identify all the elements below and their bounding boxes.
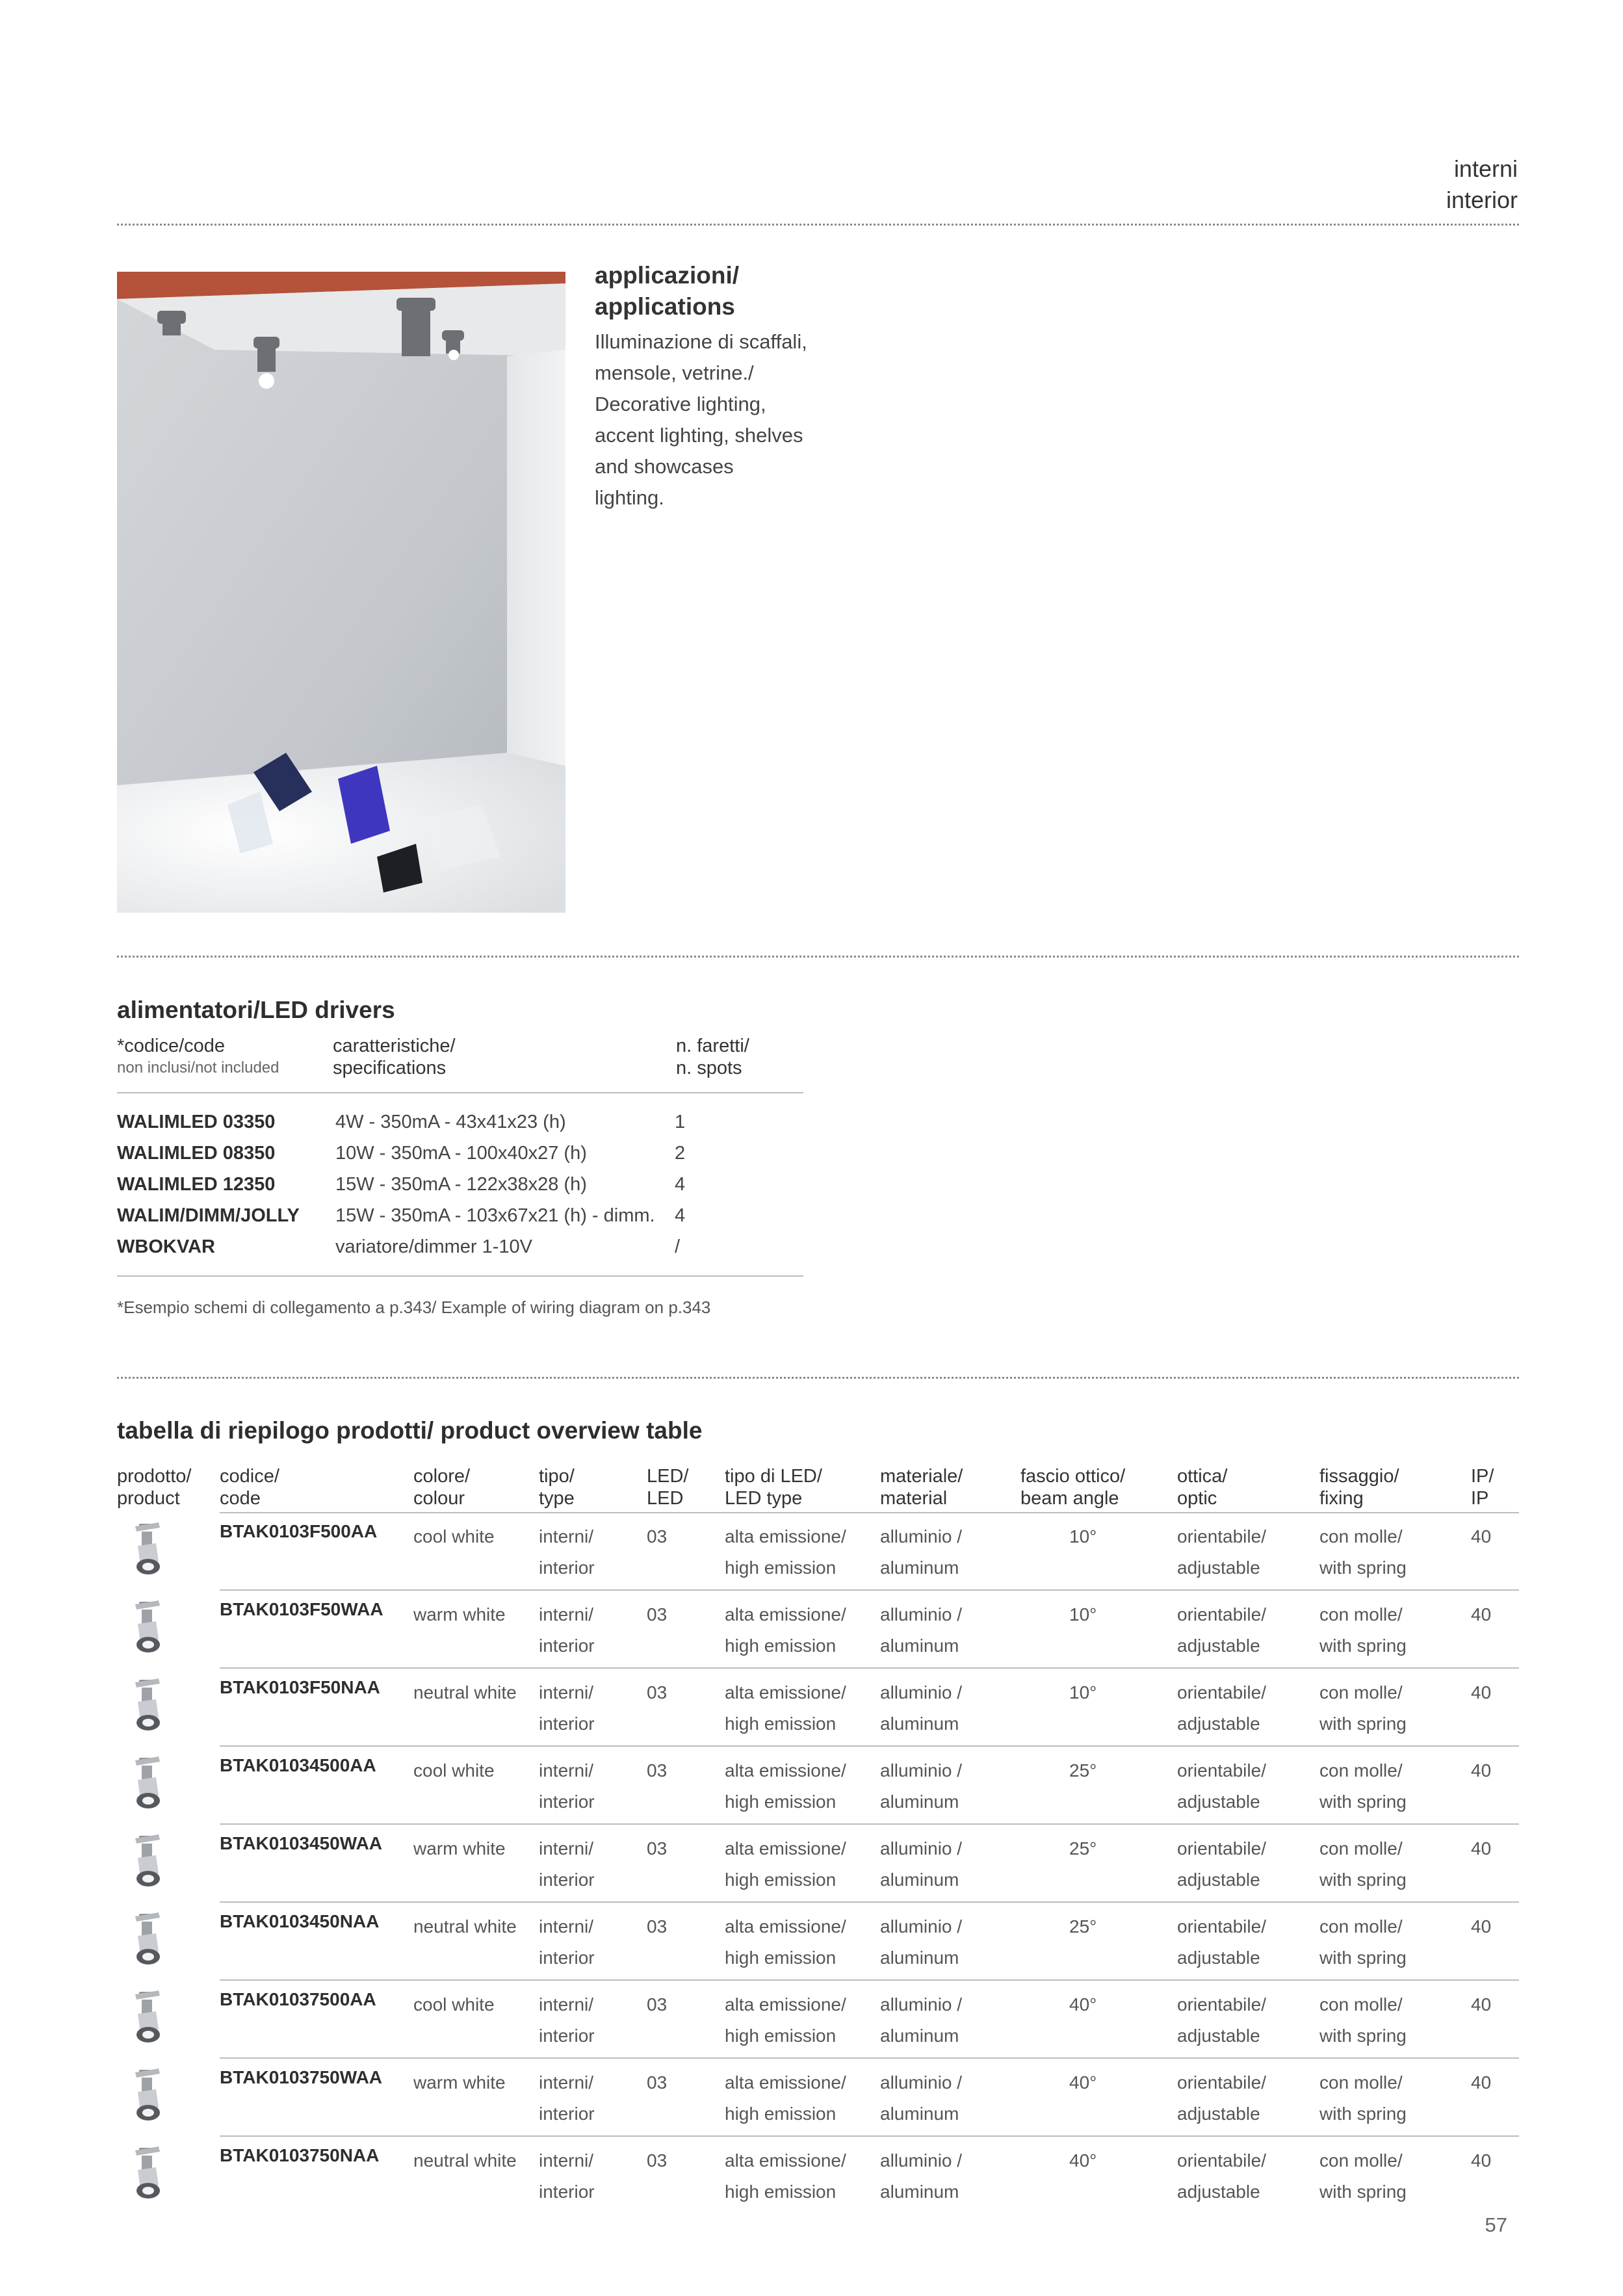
product-type: interior	[539, 1948, 595, 1968]
product-code: BTAK0103450WAA	[220, 1833, 383, 1853]
applications-title	[595, 260, 739, 322]
showcase-photo-illustration	[117, 272, 565, 913]
product-code: BTAK0103750NAA	[220, 2145, 380, 2165]
applications-line: and showcases	[595, 455, 734, 478]
col-header-colour	[413, 1465, 470, 1509]
overview-header-rule	[220, 1512, 1519, 1513]
product-optic: orientabile/	[1177, 1526, 1266, 1546]
col-header-it: materiale/	[880, 1466, 963, 1487]
drivers-col-spec-en: specifications	[333, 1058, 447, 1078]
product-type: interni/	[539, 2072, 594, 2093]
drivers-col-code	[117, 1035, 279, 1079]
product-type: interior	[539, 2026, 595, 2046]
wiring-note: *Esempio schemi di collegamento a p.343/ Example of wiring diagram on p.343	[117, 1298, 711, 1317]
product-fixing: con molle/	[1319, 1526, 1403, 1546]
product-ip: 40	[1471, 1682, 1492, 1702]
product-led: 03	[647, 1994, 668, 2015]
drivers-col-spec	[333, 1035, 456, 1079]
col-header-en: LED	[647, 1488, 684, 1509]
product-material: aluminum	[880, 1636, 959, 1656]
product-type: interior	[539, 2104, 595, 2124]
spotlight-product-icon	[129, 1988, 165, 2046]
product-code: BTAK0103750WAA	[220, 2067, 383, 2087]
product-code: BTAK0103F500AA	[220, 1521, 378, 1541]
drivers-col-code-note: non inclusi/not included	[117, 1059, 279, 1076]
col-header-beam	[1020, 1465, 1125, 1509]
drivers-bottom-rule	[117, 1275, 803, 1277]
product-led-type: high emission	[725, 1714, 837, 1734]
product-type: interni/	[539, 1526, 594, 1546]
product-ip: 40	[1471, 1760, 1492, 1781]
driver-spots: /	[675, 1236, 681, 1257]
product-led: 03	[647, 1682, 668, 1702]
section-header	[1446, 153, 1518, 216]
product-fixing: with spring	[1319, 1948, 1407, 1968]
product-led-type: alta emissione/	[725, 1682, 846, 1702]
spotlight-product-icon	[129, 1910, 165, 1968]
product-optic: adjustable	[1177, 2104, 1260, 2124]
product-ip: 40	[1471, 2072, 1492, 2093]
product-colour: cool white	[413, 1760, 495, 1781]
driver-spec: 15W - 350mA - 103x67x21 (h) - dimm.	[335, 1205, 655, 1226]
product-type: interni/	[539, 1682, 594, 1702]
product-fixing: con molle/	[1319, 1682, 1403, 1702]
product-beam-angle: 25°	[1069, 1916, 1097, 1937]
product-optic: orientabile/	[1177, 2072, 1266, 2093]
section-header-it: interni	[1453, 155, 1518, 182]
product-optic: orientabile/	[1177, 1604, 1266, 1624]
col-header-it: LED/	[647, 1466, 689, 1487]
product-optic: orientabile/	[1177, 1994, 1266, 2015]
driver-spec: 15W - 350mA - 122x38x28 (h)	[335, 1174, 587, 1195]
product-code: BTAK0103450NAA	[220, 1911, 380, 1931]
divider	[117, 956, 1519, 958]
product-type: interior	[539, 2182, 595, 2202]
applications-line: accent lighting, shelves	[595, 424, 803, 447]
product-type: interni/	[539, 1604, 594, 1624]
col-header-it: fascio ottico/	[1020, 1466, 1126, 1487]
col-header-code	[220, 1465, 279, 1509]
product-fixing: with spring	[1319, 1636, 1407, 1656]
col-header-material	[880, 1465, 963, 1509]
spotlight-product-icon	[129, 1598, 165, 1656]
col-header-it: colore/	[413, 1466, 471, 1487]
product-optic: orientabile/	[1177, 1838, 1266, 1859]
product-ip: 40	[1471, 1526, 1492, 1546]
driver-code: WALIM/DIMM/JOLLY	[117, 1205, 300, 1226]
col-header-ip	[1471, 1465, 1494, 1509]
product-optic: adjustable	[1177, 1948, 1260, 1968]
product-type: interior	[539, 1870, 595, 1890]
col-header-en: beam angle	[1020, 1488, 1119, 1509]
product-led-type: alta emissione/	[725, 1526, 846, 1546]
product-colour: warm white	[413, 1838, 506, 1859]
product-material: aluminum	[880, 1714, 959, 1734]
product-code: BTAK01037500AA	[220, 1989, 376, 2009]
product-material: alluminio /	[880, 2072, 963, 2093]
product-fixing: with spring	[1319, 2026, 1407, 2046]
product-type: interior	[539, 1558, 595, 1578]
driver-spots: 2	[675, 1143, 686, 1164]
product-colour: cool white	[413, 1526, 495, 1546]
product-material: aluminum	[880, 1870, 959, 1890]
product-optic: adjustable	[1177, 1870, 1260, 1890]
drivers-col-spots	[676, 1035, 749, 1079]
product-ip: 40	[1471, 1916, 1492, 1937]
product-optic: orientabile/	[1177, 1682, 1266, 1702]
product-colour: warm white	[413, 2072, 506, 2093]
product-fixing: with spring	[1319, 2182, 1407, 2202]
driver-code: WBOKVAR	[117, 1236, 215, 1257]
product-fixing: con molle/	[1319, 2150, 1403, 2171]
row-separator	[220, 2057, 1519, 2059]
product-type: interni/	[539, 2150, 594, 2171]
product-beam-angle: 10°	[1069, 1604, 1097, 1624]
product-led-type: alta emissione/	[725, 1994, 846, 2015]
applications-title-en: applications	[595, 293, 735, 320]
driver-spec: variatore/dimmer 1-10V	[335, 1236, 532, 1257]
product-optic: adjustable	[1177, 1792, 1260, 1812]
drivers-col-code-label: *codice/code	[117, 1036, 226, 1056]
product-fixing: with spring	[1319, 1714, 1407, 1734]
product-led-type: alta emissione/	[725, 1838, 846, 1859]
product-material: alluminio /	[880, 1682, 963, 1702]
product-led-type: high emission	[725, 1792, 837, 1812]
applications-line: Illuminazione di scaffali,	[595, 330, 807, 353]
product-fixing: con molle/	[1319, 1760, 1403, 1781]
col-header-en: IP	[1471, 1488, 1489, 1509]
product-material: aluminum	[880, 1948, 959, 1968]
row-separator	[220, 1823, 1519, 1825]
product-optic: adjustable	[1177, 1714, 1260, 1734]
row-separator	[220, 1667, 1519, 1669]
page-number: 57	[1485, 2213, 1507, 2236]
application-photo	[117, 272, 565, 913]
driver-spec: 10W - 350mA - 100x40x27 (h)	[335, 1143, 587, 1164]
row-separator	[220, 1589, 1519, 1591]
product-colour: cool white	[413, 1994, 495, 2015]
spotlight-product-icon	[129, 1520, 165, 1578]
product-material: alluminio /	[880, 1838, 963, 1859]
product-type: interior	[539, 1714, 595, 1734]
product-material: alluminio /	[880, 2150, 963, 2171]
drivers-col-spec-it: caratteristiche/	[333, 1036, 456, 1056]
product-material: aluminum	[880, 2104, 959, 2124]
product-optic: adjustable	[1177, 1636, 1260, 1656]
col-header-en: fixing	[1319, 1488, 1364, 1509]
product-colour: neutral white	[413, 2150, 517, 2171]
product-led: 03	[647, 1838, 668, 1859]
product-material: alluminio /	[880, 1526, 963, 1546]
product-fixing: with spring	[1319, 1792, 1407, 1812]
product-material: aluminum	[880, 1558, 959, 1578]
product-type: interior	[539, 1792, 595, 1812]
divider	[117, 224, 1519, 226]
product-code: BTAK0103F50NAA	[220, 1677, 380, 1697]
product-material: alluminio /	[880, 1604, 963, 1624]
product-optic: orientabile/	[1177, 1916, 1266, 1937]
product-led-type: high emission	[725, 1948, 837, 1968]
col-header-it: codice/	[220, 1466, 279, 1487]
driver-spots: 4	[675, 1174, 686, 1195]
product-led-type: alta emissione/	[725, 1916, 846, 1937]
product-led: 03	[647, 1916, 668, 1937]
product-led-type: high emission	[725, 2104, 837, 2124]
col-header-it: tipo/	[539, 1466, 575, 1487]
col-header-en: optic	[1177, 1488, 1217, 1509]
product-ip: 40	[1471, 1604, 1492, 1624]
product-colour: neutral white	[413, 1916, 517, 1937]
product-led-type: alta emissione/	[725, 1760, 846, 1781]
row-separator	[220, 1979, 1519, 1981]
spotlight-product-icon	[129, 2066, 165, 2124]
section-header-en: interior	[1446, 187, 1518, 213]
col-header-it: IP/	[1471, 1466, 1494, 1487]
product-type: interni/	[539, 1994, 594, 2015]
product-beam-angle: 25°	[1069, 1838, 1097, 1859]
applications-title-it: applicazioni/	[595, 262, 740, 289]
col-header-it: ottica/	[1177, 1466, 1228, 1487]
product-code: BTAK01034500AA	[220, 1755, 376, 1775]
col-header-en: material	[880, 1488, 948, 1509]
product-fixing: with spring	[1319, 1870, 1407, 1890]
col-header-product	[117, 1465, 191, 1509]
product-led-type: high emission	[725, 1558, 837, 1578]
product-type: interni/	[539, 1916, 594, 1937]
product-material: aluminum	[880, 1792, 959, 1812]
product-type: interior	[539, 1636, 595, 1656]
product-beam-angle: 40°	[1069, 2072, 1097, 2093]
product-fixing: con molle/	[1319, 1604, 1403, 1624]
product-material: alluminio /	[880, 1916, 963, 1937]
product-ip: 40	[1471, 2150, 1492, 2171]
product-optic: orientabile/	[1177, 2150, 1266, 2171]
product-material: alluminio /	[880, 1760, 963, 1781]
drivers-col-spots-it: n. faretti/	[676, 1036, 749, 1056]
product-optic: adjustable	[1177, 2026, 1260, 2046]
row-separator	[220, 1745, 1519, 1747]
driver-code: WALIMLED 03350	[117, 1112, 276, 1132]
product-beam-angle: 25°	[1069, 1760, 1097, 1781]
col-header-optic	[1177, 1465, 1227, 1509]
spotlight-product-icon	[129, 1832, 165, 1890]
product-beam-angle: 40°	[1069, 2150, 1097, 2171]
product-fixing: with spring	[1319, 1558, 1407, 1578]
product-beam-angle: 40°	[1069, 1994, 1097, 2015]
product-led-type: high emission	[725, 2182, 837, 2202]
product-material: alluminio /	[880, 1994, 963, 2015]
col-header-type	[539, 1465, 575, 1509]
product-led-type: alta emissione/	[725, 2072, 846, 2093]
driver-code: WALIMLED 12350	[117, 1174, 276, 1195]
col-header-it: fissaggio/	[1319, 1466, 1399, 1487]
drivers-col-spots-en: n. spots	[676, 1058, 742, 1078]
product-led-type: high emission	[725, 1870, 837, 1890]
product-type: interni/	[539, 1760, 594, 1781]
overview-title: tabella di riepilogo prodotti/ product overview table	[117, 1417, 703, 1444]
row-separator	[220, 2135, 1519, 2137]
applications-line: lighting.	[595, 486, 664, 509]
drivers-header-rule	[117, 1092, 803, 1093]
product-led-type: high emission	[725, 2026, 837, 2046]
col-header-fixing	[1319, 1465, 1399, 1509]
product-led: 03	[647, 1760, 668, 1781]
product-fixing: with spring	[1319, 2104, 1407, 2124]
product-optic: orientabile/	[1177, 1760, 1266, 1781]
product-led-type: high emission	[725, 1636, 837, 1656]
applications-description	[595, 326, 829, 514]
product-led-type: alta emissione/	[725, 1604, 846, 1624]
product-optic: adjustable	[1177, 1558, 1260, 1578]
product-fixing: con molle/	[1319, 1916, 1403, 1937]
product-fixing: con molle/	[1319, 2072, 1403, 2093]
driver-spec: 4W - 350mA - 43x41x23 (h)	[335, 1112, 566, 1132]
divider	[117, 1377, 1519, 1379]
driver-code: WALIMLED 08350	[117, 1143, 276, 1164]
product-optic: adjustable	[1177, 2182, 1260, 2202]
product-led-type: alta emissione/	[725, 2150, 846, 2171]
product-ip: 40	[1471, 1994, 1492, 2015]
product-beam-angle: 10°	[1069, 1682, 1097, 1702]
drivers-title: alimentatori/LED drivers	[117, 997, 395, 1023]
product-led: 03	[647, 1526, 668, 1546]
col-header-en: type	[539, 1488, 575, 1509]
product-ip: 40	[1471, 1838, 1492, 1859]
product-material: aluminum	[880, 2026, 959, 2046]
product-colour: neutral white	[413, 1682, 517, 1702]
product-type: interni/	[539, 1838, 594, 1859]
product-fixing: con molle/	[1319, 1838, 1403, 1859]
col-header-led	[647, 1465, 688, 1509]
product-led: 03	[647, 2072, 668, 2093]
spotlight-product-icon	[129, 2144, 165, 2202]
col-header-en: code	[220, 1488, 261, 1509]
col-header-it: prodotto/	[117, 1466, 192, 1487]
driver-spots: 1	[675, 1112, 686, 1132]
col-header-en: product	[117, 1488, 180, 1509]
product-beam-angle: 10°	[1069, 1526, 1097, 1546]
col-header-it: tipo di LED/	[725, 1466, 822, 1487]
product-material: aluminum	[880, 2182, 959, 2202]
product-colour: warm white	[413, 1604, 506, 1624]
product-code: BTAK0103F50WAA	[220, 1599, 383, 1619]
col-header-en: colour	[413, 1488, 465, 1509]
driver-spots: 4	[675, 1205, 686, 1226]
applications-line: Decorative lighting,	[595, 393, 766, 415]
col-header-en: LED type	[725, 1488, 803, 1509]
spotlight-product-icon	[129, 1754, 165, 1812]
product-fixing: con molle/	[1319, 1994, 1403, 2015]
row-separator	[220, 1901, 1519, 1903]
spotlight-product-icon	[129, 1676, 165, 1734]
product-led: 03	[647, 2150, 668, 2171]
product-led: 03	[647, 1604, 668, 1624]
col-header-led-type	[725, 1465, 822, 1509]
applications-line: mensole, vetrine./	[595, 361, 754, 384]
